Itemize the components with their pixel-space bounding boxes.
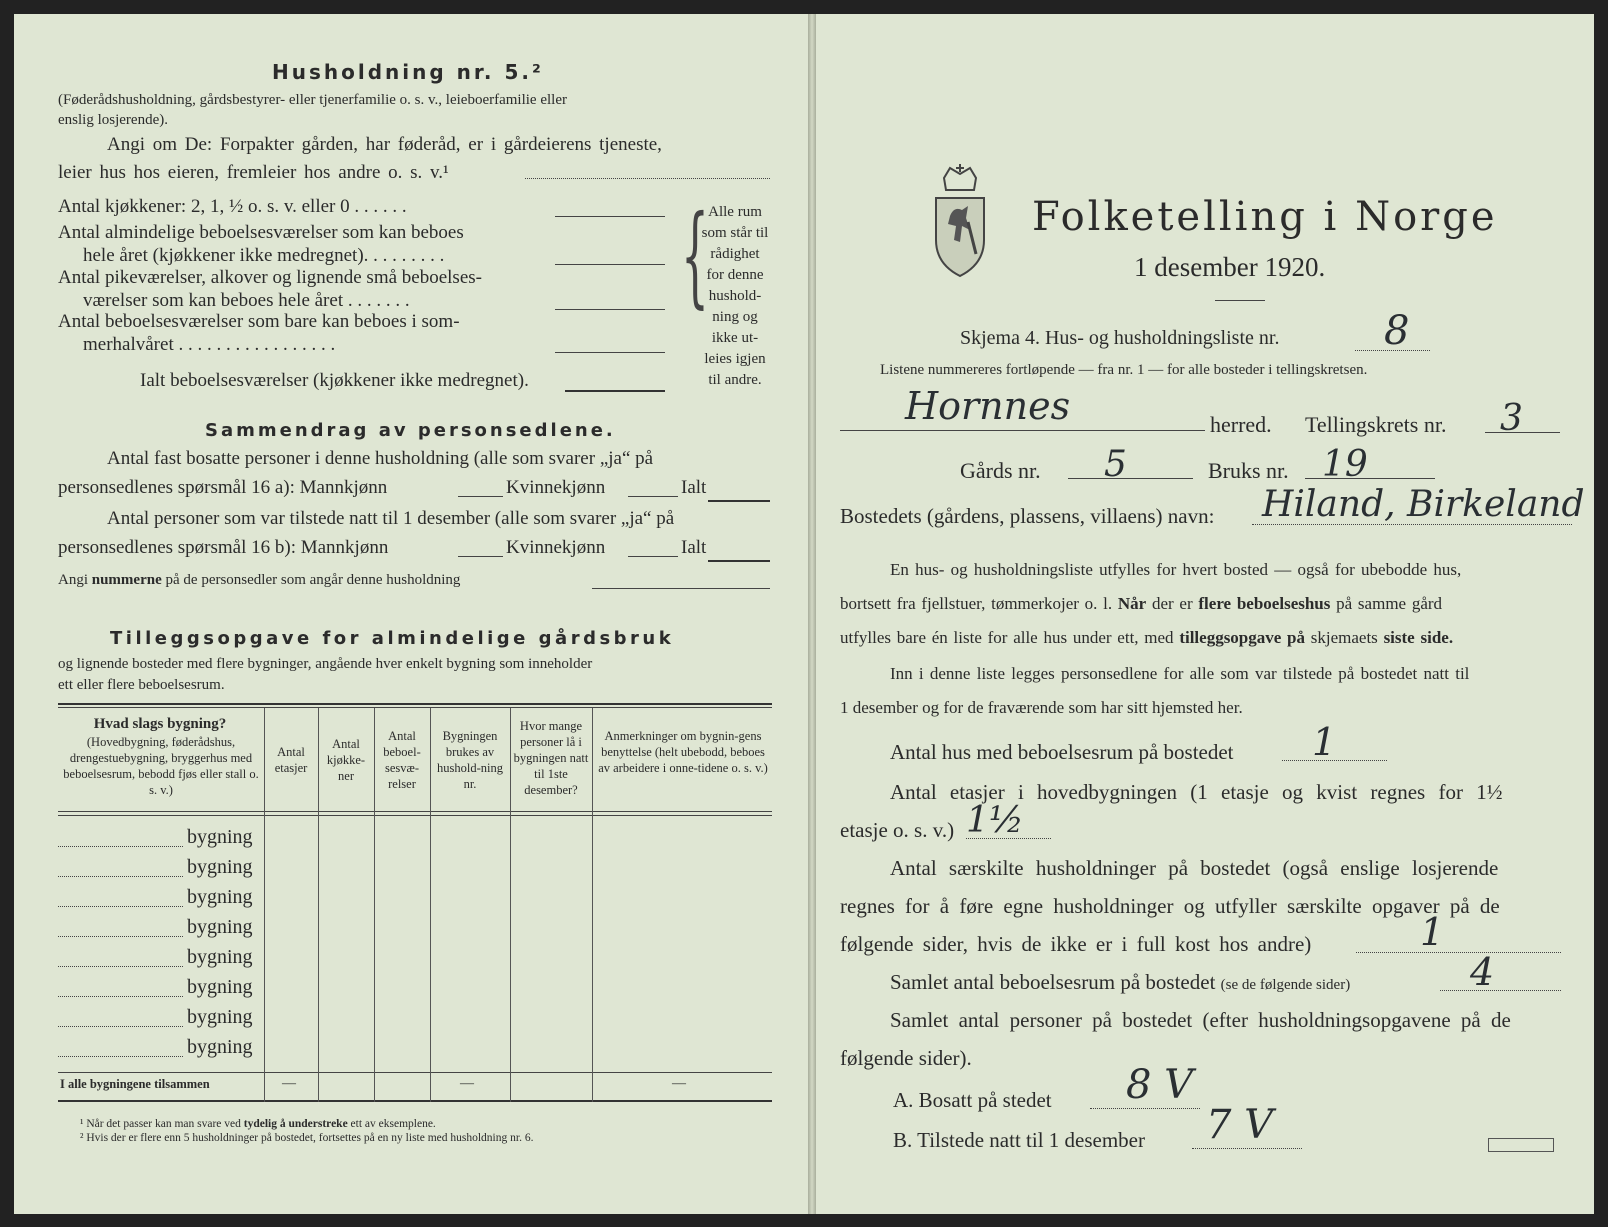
field-line <box>1090 1108 1200 1109</box>
table-total-top <box>58 1072 772 1073</box>
footnote-1 <box>80 1118 436 1130</box>
brace: { <box>681 191 709 319</box>
female-label-2: Kvinnekjønn <box>506 537 606 558</box>
header-rooms: Antal beboel-sesvæ-relser <box>383 729 421 791</box>
row-label-bygning: bygning <box>187 886 253 908</box>
rooms-row-6: Antal beboelsesværelser som bare kan beboes i som- <box>58 311 460 332</box>
etasjer-a: Antal etasjer i hovedbygningen (1 etasje og kvist regnes for 1½ <box>890 780 1503 804</box>
household-intro-1: (Føderådshusholdning, gårdsbestyrer- eller tjenerfamilie o. s. v., leieboerfamilie eller <box>58 92 567 108</box>
side-note-line: leies igjen <box>704 351 766 367</box>
row-line <box>58 936 183 937</box>
table-header-bottom <box>58 811 772 812</box>
bruks-value: 19 <box>1322 444 1368 485</box>
herred-value: Hornnes <box>905 384 1071 428</box>
summary-title: Sammendrag av personsedlene. <box>205 420 616 441</box>
row-label-bygning: bygning <box>187 916 253 938</box>
side-note-line: som står til <box>701 225 769 241</box>
rooms-row-2: Antal almindelige beboelsesværelser som kan beboes <box>58 222 464 243</box>
household-intro-2: enslig losjerende). <box>58 112 168 128</box>
col-divider <box>318 708 319 1102</box>
question-1b: leier hus hos eieren, fremleier hos andre o. s. v.¹ <box>58 162 449 183</box>
krets-value: 3 <box>1500 398 1523 439</box>
info-1: En hus- og husholdningsliste utfylles for hvert bosted — også for ubebodde hus, <box>890 560 1462 579</box>
summary-3-pre: Angi <box>58 572 92 588</box>
footnote-1-bold: tydelig å understreke <box>243 1118 348 1130</box>
side-note-line: rådighet <box>710 246 760 262</box>
bruks-label: Bruks nr. <box>1208 458 1289 483</box>
household-title: Husholdning nr. 5.² <box>272 60 544 84</box>
hus-label: Antal hus med beboelsesrum på bostedet <box>890 740 1234 764</box>
rum-value: 4 <box>1470 950 1495 994</box>
page-fold <box>808 14 816 1214</box>
footnote-1-pre: ¹ Når det passer kan man svare ved <box>80 1118 244 1130</box>
row-line <box>58 1056 183 1057</box>
pers-b: følgende sider). <box>840 1046 972 1070</box>
rooms-row-5: værelser som kan beboes hele året . . . . . . . <box>83 290 410 311</box>
info-2e: på samme gård <box>1330 594 1443 613</box>
female-label-1: Kvinnekjønn <box>506 477 606 498</box>
col-divider <box>430 708 431 1102</box>
field-line <box>708 500 770 502</box>
hus-value: 1 <box>1312 720 1337 764</box>
hush-a: Antal særskilte husholdninger på bostedet (også enslige losjerende <box>890 856 1499 880</box>
table-top <box>58 703 772 705</box>
row-line <box>58 876 183 877</box>
bosatt-label: A. Bosatt på stedet <box>893 1088 1052 1112</box>
footnote-1-post: ett av eksemplene. <box>347 1118 436 1130</box>
side-note-line: Alle rum <box>708 204 762 220</box>
field-line <box>840 430 1205 431</box>
field-line <box>1305 478 1435 479</box>
bosatt-value: 8 V <box>1126 1062 1194 1108</box>
numbering-note: Listene nummereres fortløpende — fra nr. 1 — for alle bosteder i tellingskretsen. <box>880 362 1368 378</box>
side-note-line: ikke ut- <box>711 330 759 346</box>
side-note-line: for denne <box>706 267 764 283</box>
census-title: Folketelling i Norge <box>1032 194 1498 240</box>
field-line <box>1355 350 1430 351</box>
total-dash-household: — <box>460 1076 474 1091</box>
field-line <box>1192 1148 1302 1149</box>
extra-intro-2: ett eller flere beboelsesrum. <box>58 677 225 693</box>
question-1a: Angi om De: Forpakter gården, har føderåd, er i gårdeierens tjeneste, <box>107 134 662 155</box>
summary-3-bold: nummerne <box>91 572 162 588</box>
field-line <box>708 560 770 562</box>
summary-3 <box>58 572 460 589</box>
header-building-type: Hvad slags bygning? <box>93 716 227 732</box>
pers-a: Samlet antal personer på bostedet (efter husholdningsopgavene på de <box>890 1008 1511 1032</box>
table-top-2 <box>58 707 772 708</box>
row-line <box>58 996 183 997</box>
row-line <box>58 966 183 967</box>
rooms-row-3: hele året (kjøkkener ikke medregnet). . . . . . . . . <box>83 245 445 266</box>
info-3b: tilleggsopgave på <box>1179 628 1306 647</box>
field-line <box>628 496 678 497</box>
table-header-bottom-2 <box>58 815 772 816</box>
field-line <box>592 588 770 589</box>
field-line <box>1440 990 1561 991</box>
hush-c: følgende sider, hvis de ikke er i full kost hos andre) <box>840 932 1312 956</box>
field-line <box>1068 478 1193 479</box>
row-label-bygning: bygning <box>187 826 253 848</box>
total-dash-remarks: — <box>672 1076 686 1091</box>
header-remarks: Anmerkninger om bygnin-gens benyttelse (helt ubebodd, beboes av arbeidere i onne-tidene o. s. v.) <box>598 729 768 775</box>
list-number-value: 8 <box>1384 308 1410 354</box>
etasjer-value: 1½ <box>966 800 1024 841</box>
field-line <box>1252 524 1572 525</box>
etasjer-b: etasje o. s. v.) <box>840 818 955 842</box>
herred-label: herred. <box>1210 412 1272 437</box>
tilstede-label: B. Tilstede natt til 1 desember <box>893 1128 1145 1152</box>
hush-value: 1 <box>1420 910 1445 954</box>
header-kitchens: Antal kjøkke-ner <box>326 737 366 783</box>
info-2d: flere beboelseshus <box>1198 594 1331 613</box>
rum-label-a: Samlet antal beboelsesrum på bostedet <box>890 970 1221 994</box>
info-3d: siste side. <box>1383 628 1454 647</box>
info-2b: Når <box>1117 594 1147 613</box>
field-line <box>458 496 503 497</box>
rooms-line-3 <box>555 309 665 310</box>
rooms-row-4: Antal pikeværelser, alkover og lignende små beboelses- <box>58 267 482 288</box>
extra-title: Tilleggsopgave for almindelige gårdsbruk <box>110 628 675 649</box>
gards-label: Gårds nr. <box>960 458 1041 483</box>
field-line <box>458 556 503 557</box>
info-5: 1 desember og for de fraværende som har sitt hjemsted her. <box>840 698 1243 717</box>
row-label-bygning: bygning <box>187 1006 253 1028</box>
summary-2a: Antal personer som var tilstede natt til 1 desember (alle som svarer „ja“ på <box>107 508 675 529</box>
title-rule <box>1215 300 1265 301</box>
col-divider <box>592 708 593 1102</box>
row-label-bygning: bygning <box>187 976 253 998</box>
header-household-no: Bygningen brukes av hushold-ning nr. <box>437 729 503 791</box>
rooms-line-1 <box>555 216 665 217</box>
answer-line-1 <box>525 178 770 179</box>
row-label-bygning: bygning <box>187 946 253 968</box>
info-2 <box>840 594 1442 614</box>
summary-1b: personsedlenes spørsmål 16 a): Mannkjønn <box>58 477 388 498</box>
col-divider <box>264 708 265 1102</box>
total-rooms-line <box>565 390 665 392</box>
row-label-bygning: bygning <box>187 1036 253 1058</box>
side-note-line: ning og <box>712 309 758 325</box>
field-line <box>966 838 1051 839</box>
field-line <box>1485 432 1560 433</box>
summary-1a: Antal fast bosatte personer i denne husholdning (alle som svarer „ja“ på <box>107 448 654 469</box>
gards-value: 5 <box>1104 444 1127 485</box>
header-floors: Antal etasjer <box>274 745 308 775</box>
printer-stamp <box>1488 1138 1554 1152</box>
rooms-row-1: Antal kjøkkener: 2, 1, ½ o. s. v. eller 0 . . . . . . <box>58 196 407 217</box>
hush-b: regnes for å føre egne husholdninger og utfyller særskilte opgaver på de <box>840 894 1500 918</box>
rooms-row-7: merhalvåret . . . . . . . . . . . . . . . . . <box>83 334 336 355</box>
col-divider <box>510 708 511 1102</box>
summary-2b: personsedlenes spørsmål 16 b): Mannkjønn <box>58 537 389 558</box>
extra-intro-1: og lignende bosteder med flere bygninger, angående hver enkelt bygning som inneholder <box>58 656 593 672</box>
bosted-label: Bostedets (gårdens, plassens, villaens) navn: <box>840 504 1215 528</box>
row-line <box>58 846 183 847</box>
side-note-line: til andre. <box>708 372 762 388</box>
total-dash-floors: — <box>282 1076 296 1091</box>
rooms-line-4 <box>555 352 665 353</box>
field-line <box>628 556 678 557</box>
total-label-2: Ialt <box>681 537 707 558</box>
side-note-line: hushold- <box>708 288 762 304</box>
schema-label: Skjema 4. Hus- og husholdningsliste nr. <box>960 327 1280 349</box>
side-note <box>690 202 780 391</box>
census-date: 1 desember 1920. <box>1134 252 1326 282</box>
bosted-value: Hiland, Birkeland <box>1262 484 1585 525</box>
field-line <box>1356 952 1561 953</box>
rum-label-b: (se de følgende sider) <box>1220 977 1351 993</box>
total-row-label: I alle bygningene tilsammen <box>60 1077 210 1091</box>
header-persons: Hvor mange personer lå i bygningen natt til 1ste desember? <box>513 719 589 797</box>
krets-label: Tellingskrets nr. <box>1305 412 1447 437</box>
row-label-bygning: bygning <box>187 856 253 878</box>
table-bottom <box>58 1100 772 1102</box>
summary-3-post: på de personsedler som angår denne husholdning <box>161 572 461 588</box>
total-label-1: Ialt <box>681 477 707 498</box>
footnote-2: ² Hvis der er flere enn 5 husholdninger på bostedet, fortsettes på en ny liste med husholdning nr. 6. <box>80 1132 534 1144</box>
info-2a: bortsett fra fjellstuer, tømmerkojer o. l. <box>840 594 1118 613</box>
info-4: Inn i denne liste legges personsedlene for alle som var tilstede på bostedet natt til <box>890 664 1470 683</box>
rooms-line-2 <box>555 264 665 265</box>
row-line <box>58 906 183 907</box>
coat-of-arms-icon <box>930 160 990 280</box>
field-line <box>1282 760 1387 761</box>
info-3a: utfylles bare én liste for alle hus under ett, med <box>840 628 1180 647</box>
row-line <box>58 1026 183 1027</box>
header-building-desc: (Hovedbygning, føderådshus, drengestuebygning, bryggerhus med beboelsesrum, bebodd fjøs eller stall o. s. v.) <box>63 735 259 797</box>
col-divider <box>374 708 375 1102</box>
info-3 <box>840 628 1453 648</box>
tilstede-value: 7 V <box>1206 1102 1274 1148</box>
info-3c: skjemaets <box>1305 628 1384 647</box>
rum-label <box>890 970 1350 995</box>
total-rooms-label: Ialt beboelsesværelser (kjøkkener ikke medregnet). <box>140 370 529 391</box>
info-2c: der er <box>1146 594 1199 613</box>
